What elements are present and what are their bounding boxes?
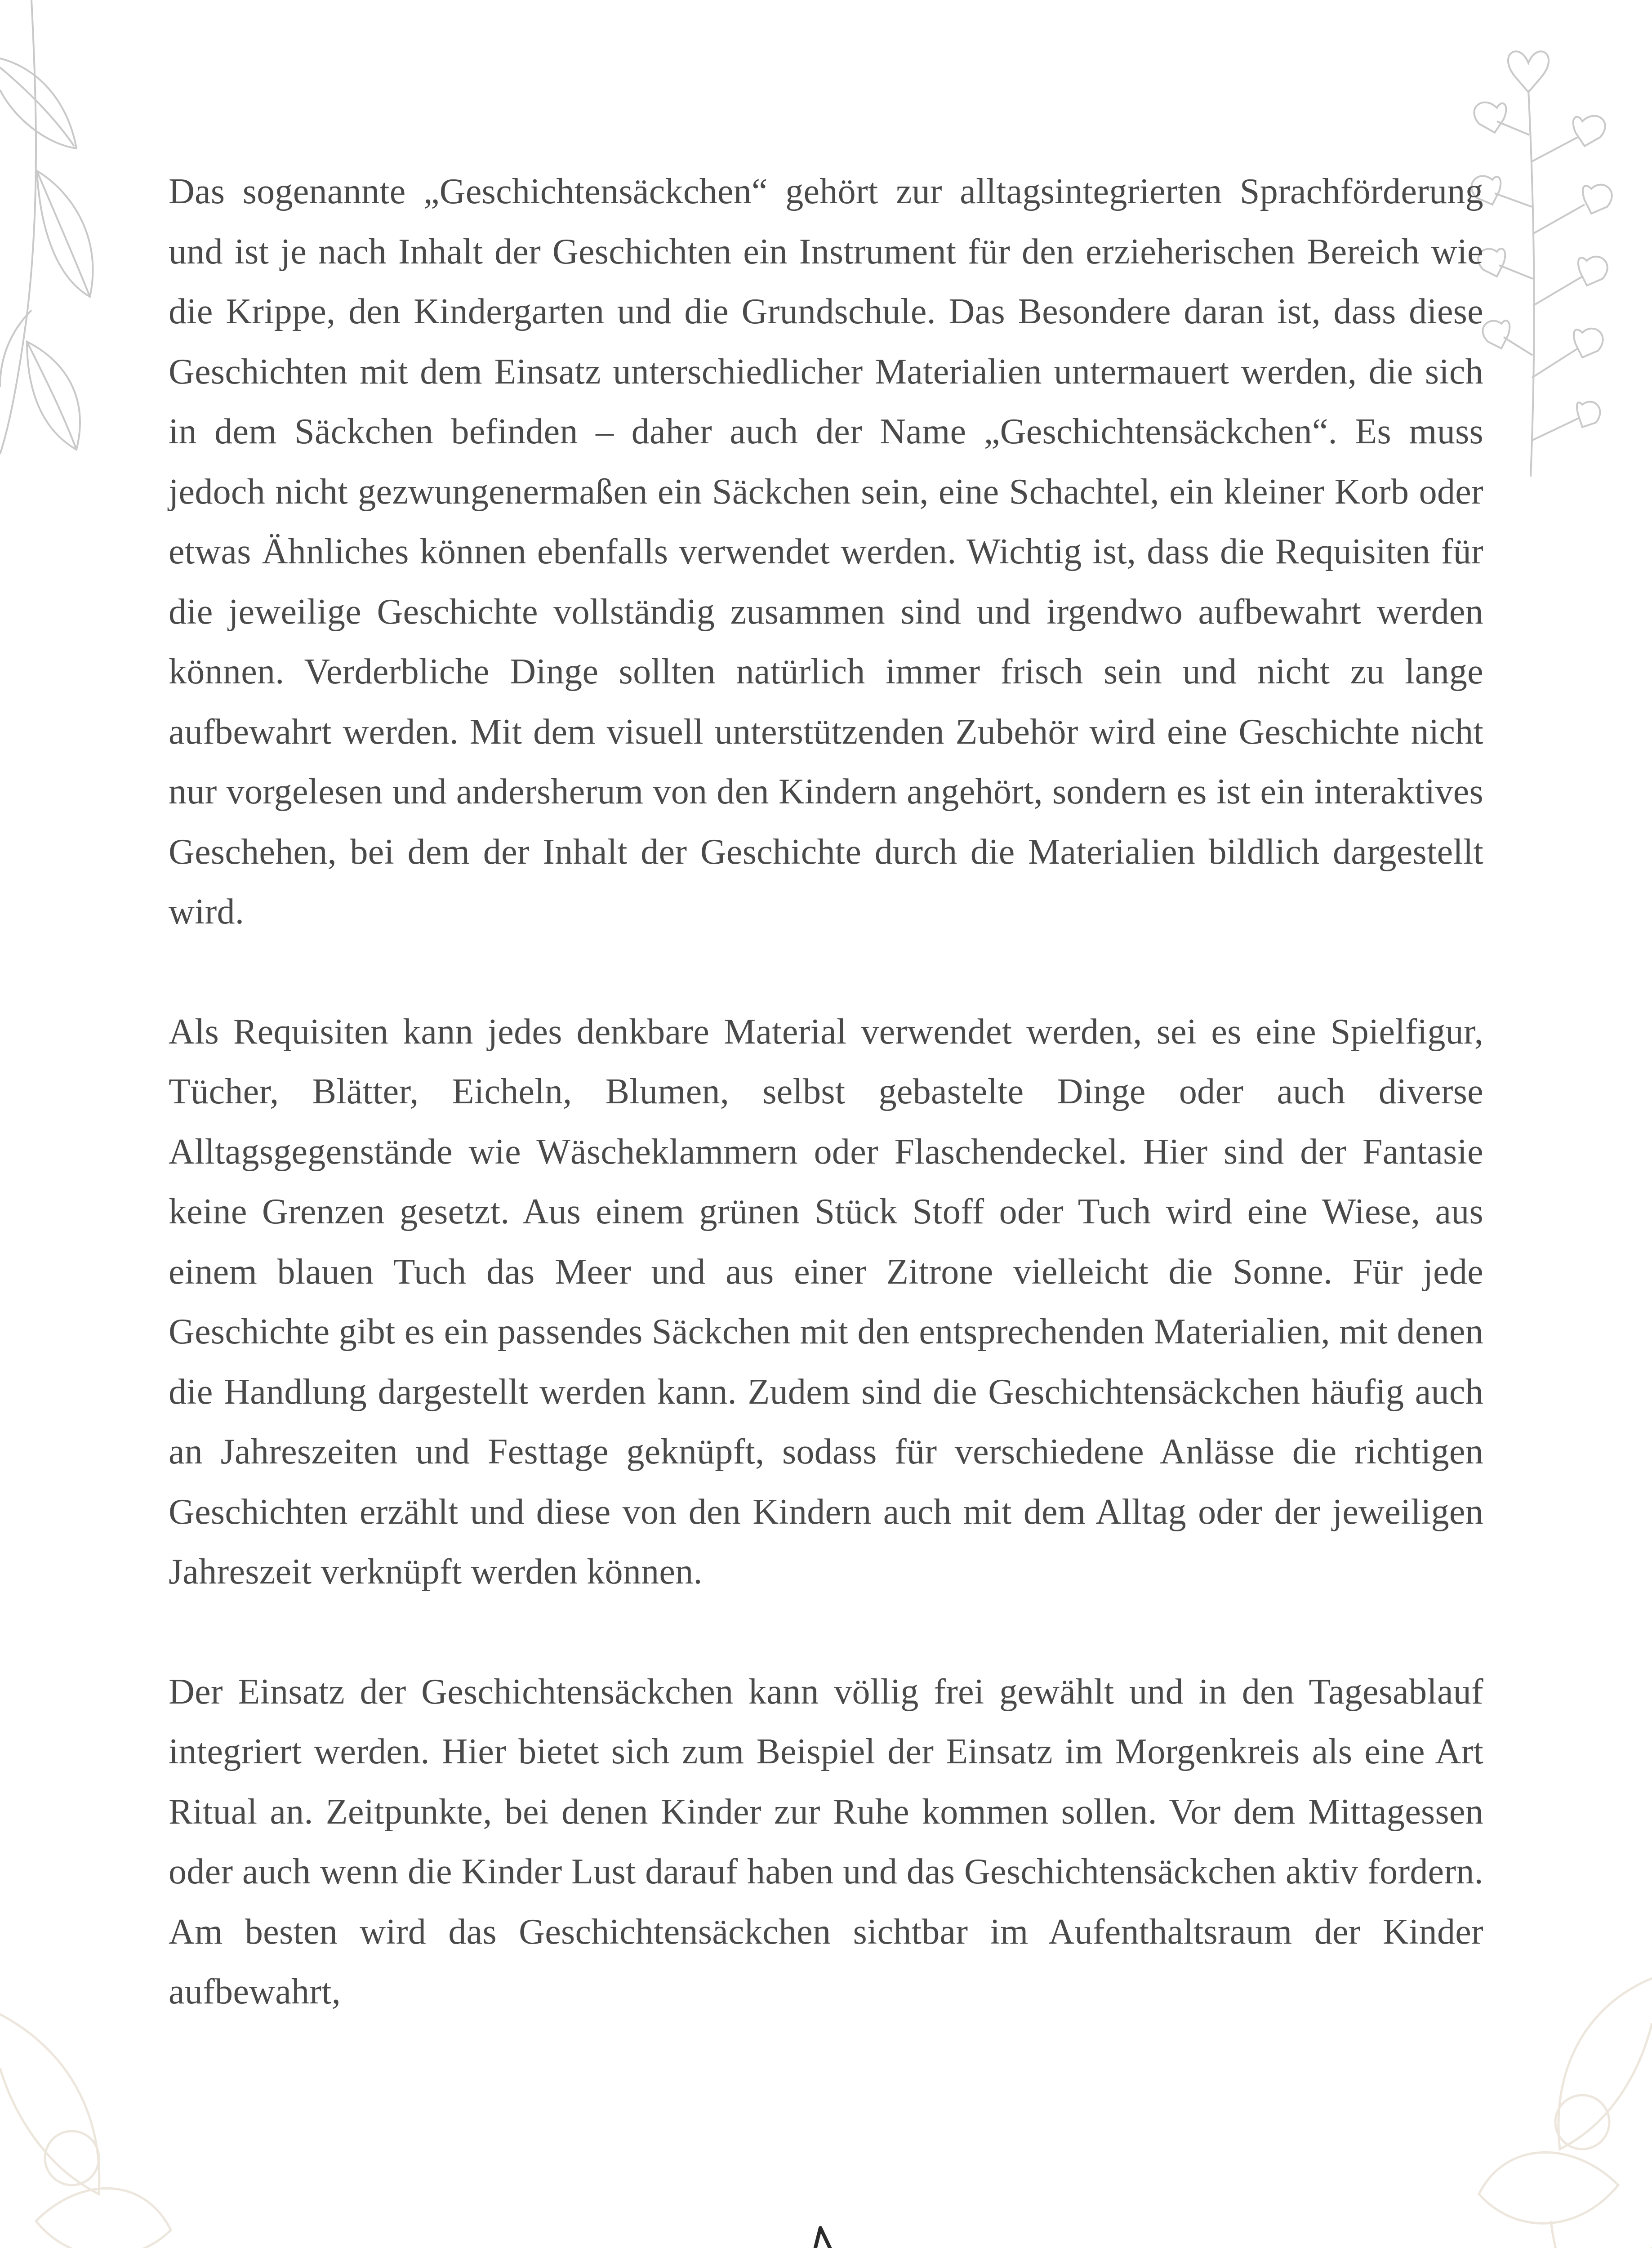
page-number-badge bbox=[746, 2219, 904, 2248]
leaf-branch-icon bbox=[0, 0, 117, 472]
body-text bbox=[169, 162, 1483, 2022]
paragraph: Der Einsatz der Geschichtensäckchen kann völlig frei gewählt und in den Tagesablauf integriert werden. Hier bietet sich zum Beispiel der Einsatz im Morgenkreis als eine Art Ritual an. Zeitpunkte, bei denen Kinder zur Ruhe kommen sollen. Vor dem Mittagessen oder auch wenn die Kinder Lust darauf haben und das Geschichtensäckchen aktiv fordern. Am besten wird das Geschichtensäckchen sichtbar im Aufenthaltsraum der Kinder aufbewahrt, bbox=[169, 1672, 1483, 2012]
paragraph: Das sogenannte „Geschichtensäckchen“ gehört zur alltagsintegrierten Sprachförderung und ist je nach Inhalt der Geschichten ein Instrument für den erzieherischen Bereich wie die Krippe, den Kindergarten und die Grundschule. Das Besondere daran ist, dass diese Geschichten mit dem Einsatz unterschiedlicher Materialien untermauert werden, die sich in dem Säckchen befinden – daher auch der Name „Geschichtensäckchen“. Es muss jedoch nicht gezwungenermaßen ein Säckchen sein, eine Schachtel, ein kleiner Korb oder etwas Ähnliches können ebenfalls verwendet werden. Wichtig ist, dass die Requisiten für die jeweilige Geschichte vollständig zusammen sind und irgendwo aufbewahrt werden können. Verderbliche Dinge sollten natürlich immer frisch sein und nicht zu lange aufbewahrt werden. Mit dem visuell unterstützenden Zubehör wird eine Geschichte nicht nur vorgelesen und andersherum von den Kindern angehört, sondern es ist ein interaktives Geschehen, bei dem der Inhalt der Geschichte durch die Materialien bildlich dargestellt wird. bbox=[169, 172, 1483, 932]
star-icon bbox=[746, 2219, 904, 2248]
paragraph: Als Requisiten kann jedes denkbare Material verwendet werden, sei es eine Spielfigur, Tücher, Blätter, Eicheln, Blumen, selbst gebastelte Dinge oder auch diverse Alltagsgegenstände wie Wäscheklammern oder Flaschendeckel. Hier sind der Fantasie keine Grenzen gesetzt. Aus einem grünen Stück Stoff oder Tuch wird eine Wiese, aus einem blauen Tuch das Meer und aus einer Zitrone vielleicht die Sonne. Für jede Geschichte gibt es ein passendes Säckchen mit den entsprechenden Materialien, mit denen die Handlung dargestellt werden kann. Zudem sind die Geschichtensäckchen häufig auch an Jahreszeiten und Festtage geknüpft, sodass für verschiedene Anlässe die richtigen Geschichten erzählt und diese von den Kindern auch mit dem Alltag oder der jeweiligen Jahreszeit verknüpft werden können. bbox=[169, 1012, 1483, 1592]
